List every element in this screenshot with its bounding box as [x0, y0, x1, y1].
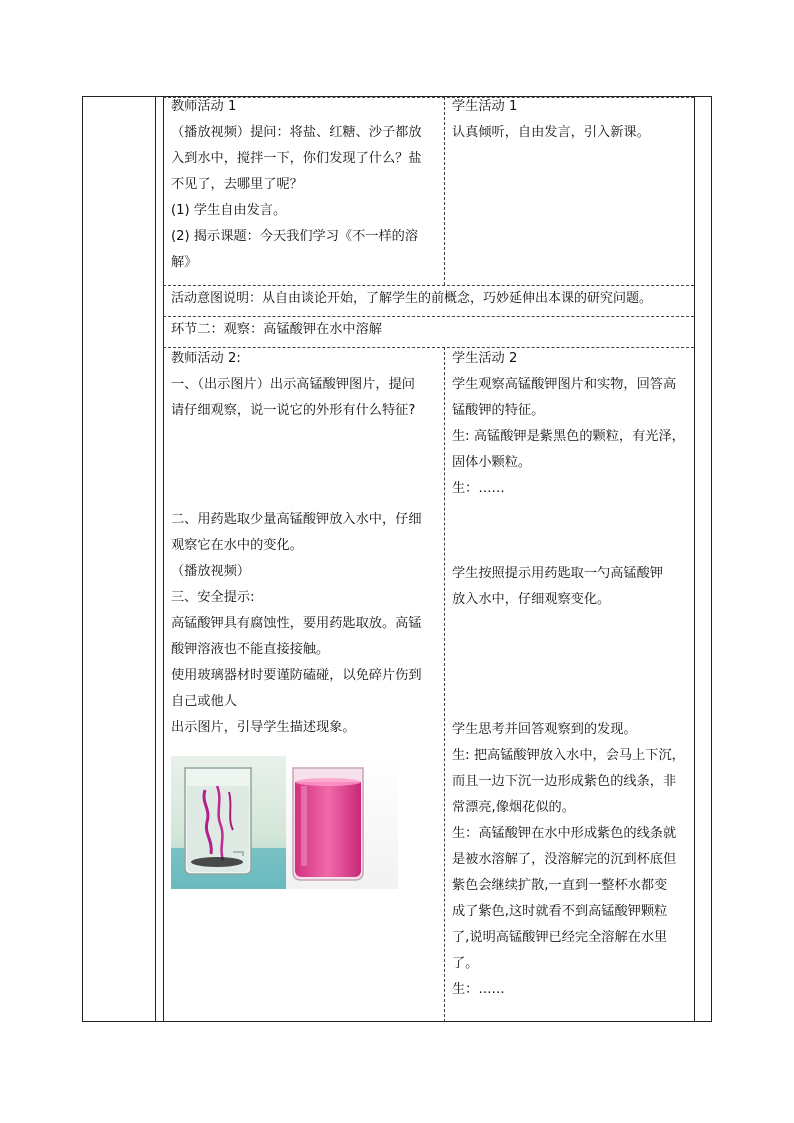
text-line: 不见了，去哪里了呢？ — [171, 177, 303, 192]
text-line: 生: 把高锰酸钾放入水中，会马上下沉， — [452, 748, 685, 763]
text-line: 学生观察高锰酸钾图片和实物，回答高 — [452, 377, 677, 392]
teacher-activity-2-part-b — [171, 507, 422, 741]
text-line: 使用玻璃器材时要谨防磕碰，以免碎片伤到 — [171, 668, 422, 683]
grid-line — [163, 347, 694, 348]
grid-line-vertical — [444, 97, 445, 285]
student-activity-2-part-a — [452, 372, 685, 502]
text-line: 学生思考并回答观察到的发现。 — [452, 722, 637, 737]
text-line: 成了紫色,这时就看不到高锰酸钾颗粒 — [452, 904, 668, 919]
text-line: (1) 学生自由发言。 — [171, 203, 287, 218]
teacher-activity-1-title: 教师活动 1 — [171, 99, 237, 114]
text-line: 一、（出示图片）出示高锰酸钾图片，提问 — [171, 377, 415, 392]
text-line: （播放视频）提问：将盐、红糖、沙子都放 — [171, 125, 422, 140]
teacher-activity-2-title: 教师活动 2: — [171, 351, 241, 366]
text-line: 入到水中，搅拌一下，你们发现了什么？盐 — [171, 151, 422, 166]
text-line: 了,说明高锰酸钾已经完全溶解在水里 — [452, 930, 668, 945]
text-line: 学生按照提示用药匙取一勺高锰酸钾 — [452, 566, 663, 581]
text-line: （播放视频） — [171, 564, 251, 579]
column-line-right-inner — [694, 96, 695, 1022]
teacher-activity-1-body — [171, 120, 422, 276]
student-activity-2-part-c — [452, 717, 685, 1003]
text-line: (2) 揭示课题：今天我们学习《不一样的溶 — [171, 229, 419, 244]
student-activity-2-part-b — [452, 561, 663, 613]
student-activity-1-title: 学生活动 1 — [452, 99, 518, 114]
grid-line — [163, 97, 694, 98]
activity-intent: 活动意图说明：从自由谈论开始，了解学生的前概念，巧妙延伸出本课的研究问题。 — [171, 291, 653, 306]
text-line: 生：…… — [452, 982, 505, 997]
text-line: 三、安全提示: — [171, 590, 255, 605]
student-activity-1-body — [452, 120, 650, 146]
text-line: 了。 — [452, 956, 479, 971]
text-line: 锰酸钾的特征。 — [452, 403, 545, 418]
teacher-activity-2-part-a — [171, 372, 415, 424]
text-line: 生: 高锰酸钾是紫黑色的颗粒，有光泽， — [452, 429, 685, 444]
text-line: 认真倾听，自由发言，引入新课。 — [452, 125, 650, 140]
text-line: 高锰酸钾具有腐蚀性，要用药匙取放。高锰 — [171, 616, 422, 631]
column-line-left-inner — [163, 96, 164, 1022]
text-line: 放入水中，仔细观察变化。 — [452, 592, 611, 607]
text-line: 紫色会继续扩散,一直到一整杯水都变 — [452, 878, 668, 893]
text-line: 二、用药匙取少量高锰酸钾放入水中，仔细 — [171, 512, 422, 527]
text-line: 酸钾溶液也不能直接接触。 — [171, 642, 330, 657]
text-line: 而且一边下沉一边形成紫色的线条，非 — [452, 774, 677, 789]
student-activity-2-title: 学生活动 2 — [452, 351, 518, 366]
text-line: 常漂亮,像烟花似的。 — [452, 800, 575, 815]
section-two-heading: 环节二：观察：高锰酸钾在水中溶解 — [171, 322, 382, 337]
permanganate-beaker-photo — [171, 756, 398, 889]
column-line-left — [155, 96, 156, 1022]
grid-line-vertical — [444, 347, 445, 1022]
text-line: 是被水溶解了，没溶解完的沉到杯底但 — [452, 852, 677, 867]
text-line: 生：高锰酸钾在水中形成紫色的线条就 — [452, 826, 677, 841]
text-line: 生：…… — [452, 481, 505, 496]
text-line: 解》 — [171, 255, 198, 270]
text-line: 观察它在水中的变化。 — [171, 538, 303, 553]
text-line: 自己或他人 — [171, 694, 237, 709]
text-line: 出示图片，引导学生描述现象。 — [171, 720, 356, 735]
text-line: 请仔细观察，说一说它的外形有什么特征? — [171, 403, 416, 418]
text-line: 固体小颗粒。 — [452, 455, 532, 470]
